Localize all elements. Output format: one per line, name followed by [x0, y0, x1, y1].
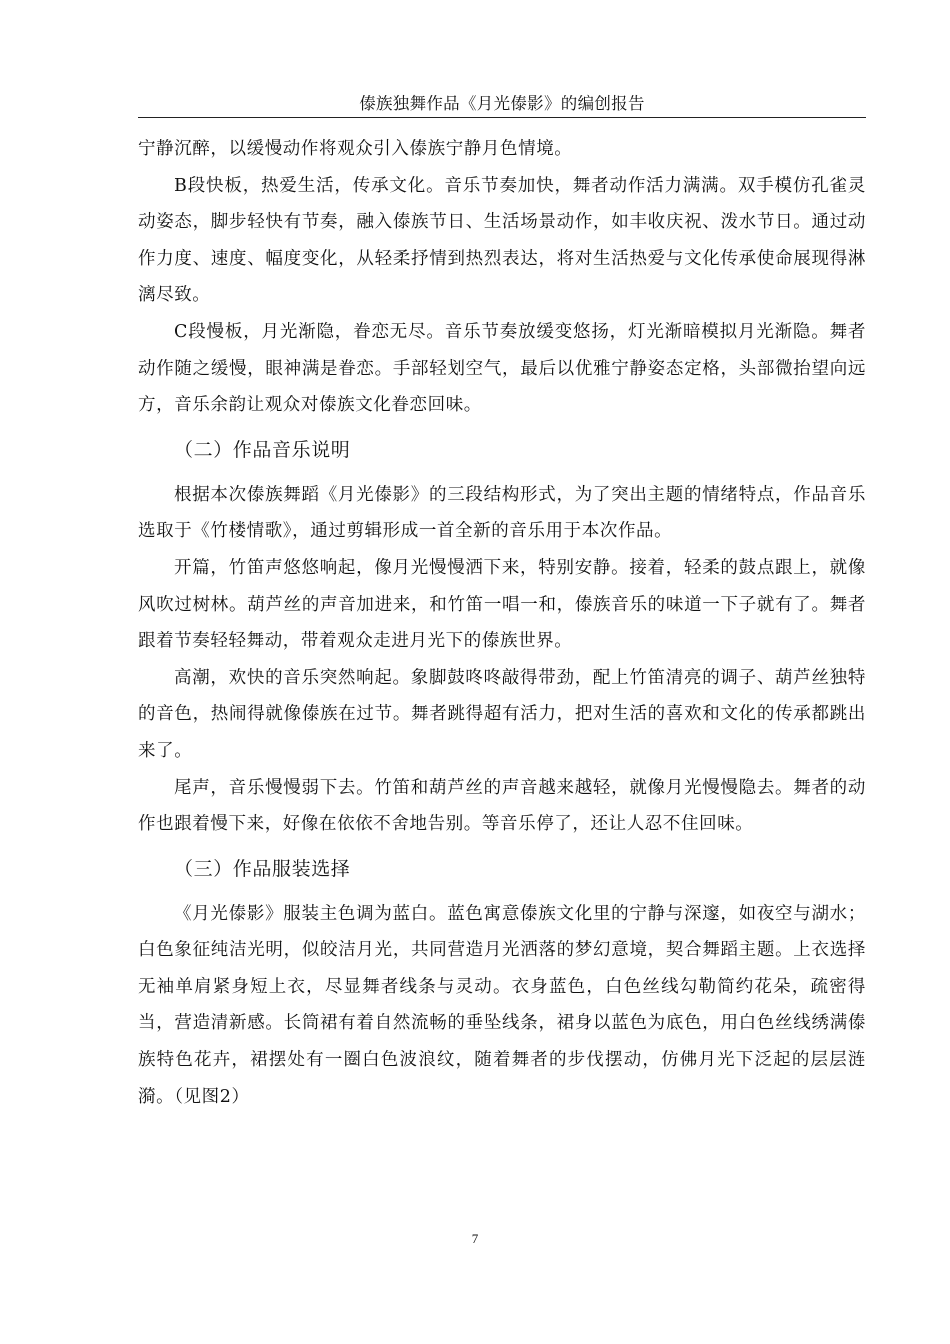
- document-body: [138, 131, 866, 1115]
- running-header: [138, 90, 866, 118]
- paragraph-section-c: C段慢板，月光渐隐，眷恋无尽。音乐节奏放缓变悠扬，灯光渐暗模拟月光渐隐。舞者动作随之缓慢，眼神满是眷恋。手部轻划空气，最后以优雅宁静姿态定格，头部微抬望向远方，音乐余韵让观众对傣族文化眷恋回味。: [138, 321, 866, 416]
- paragraph-section-b: B段快板，热爱生活，传承文化。音乐节奏加快，舞者动作活力满满。双手模仿孔雀灵动姿态，脚步轻快有节奏，融入傣族节日、生活场景动作，如丰收庆祝、泼水节日。通过动作力度、速度、幅度变化，从轻柔抒情到热烈表达，将对生活热爱与文化传承使命展现得淋漓尽致。: [138, 175, 866, 306]
- heading-costume: （三）作品服装选择: [174, 857, 351, 880]
- paragraph-music-intro: 根据本次傣族舞蹈《月光傣影》的三段结构形式，为了突出主题的情绪特点，作品音乐选取于《竹楼情歌》，通过剪辑形成一首全新的音乐用于本次作品。: [138, 484, 866, 542]
- paragraph-music-ending: 尾声，音乐慢慢弱下去。竹笛和葫芦丝的声音越来越轻，就像月光慢慢隐去。舞者的动作也跟着慢下来，好像在依依不舍地告别。等音乐停了，还让人忍不住回味。: [138, 777, 866, 835]
- paragraph-music-opening: 开篇，竹笛声悠悠响起，像月光慢慢洒下来，特别安静。接着，轻柔的鼓点跟上，就像风吹过树林。葫芦丝的声音加进来，和竹笛一唱一和，傣族音乐的味道一下子就有了。舞者跟着节奏轻轻舞动，带着观众走进月光下的傣族世界。: [138, 557, 866, 652]
- paragraph-continued: 宁静沉醉，以缓慢动作将观众引入傣族宁静月色情境。: [138, 139, 573, 159]
- page-number: 7: [471, 1231, 479, 1246]
- header-title: 傣族独舞作品《月光傣影》的编创报告: [359, 94, 645, 113]
- paragraph-costume: 《月光傣影》服装主色调为蓝白。蓝色寓意傣族文化里的宁静与深邃，如夜空与湖水；白色象征纯洁光明，似皎洁月光，共同营造月光洒落的梦幻意境，契合舞蹈主题。上衣选择无袖单肩紧身短上衣，尽显舞者线条与灵动。衣身蓝色，白色丝线勾勒简约花朵，疏密得当，营造清新感。长筒裙有着自然流畅的垂坠线条，裙身以蓝色为底色，用白色丝线绣满傣族特色花卉，裙摆处有一圈白色波浪纹，随着舞者的步伐摆动，仿佛月光下泛起的层层涟漪。（见图2）: [138, 903, 866, 1107]
- paragraph-music-climax: 高潮，欢快的音乐突然响起。象脚鼓咚咚敲得带劲，配上竹笛清亮的调子、葫芦丝独特的音色，热闹得就像傣族在过节。舞者跳得超有活力，把对生活的喜欢和文化的传承都跳出来了。: [138, 667, 866, 761]
- heading-music: （二）作品音乐说明: [174, 438, 351, 461]
